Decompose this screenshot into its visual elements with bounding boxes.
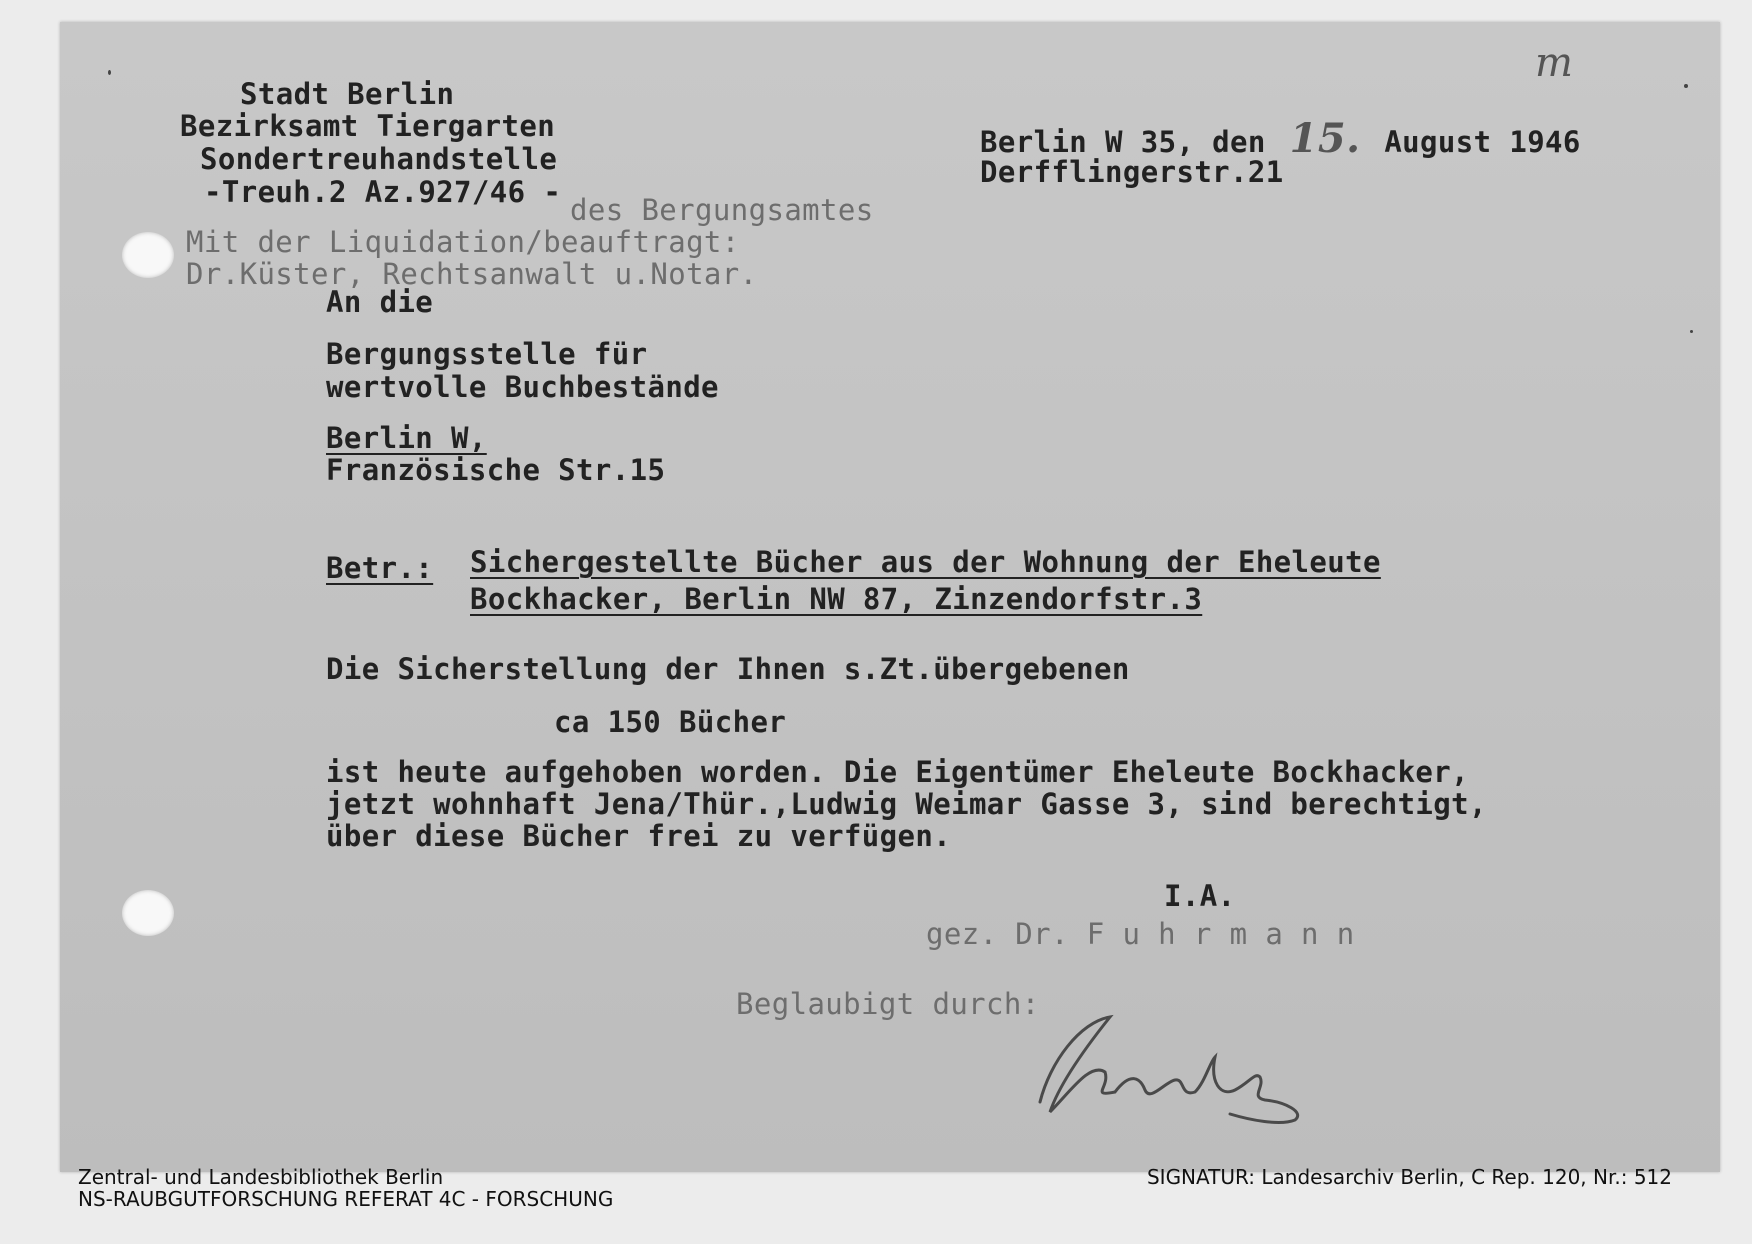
letterhead-line1: Stadt Berlin	[240, 77, 455, 111]
subject-line1: Sichergestellte Bücher aus der Wohnung der Eheleute	[470, 545, 1381, 579]
letterhead-line2: Bezirksamt Tiergarten	[180, 109, 556, 143]
body-intro: Die Sicherstellung der Ihnen s.Zt.übergebenen	[326, 652, 1130, 686]
place-text: Berlin W 35, den	[980, 125, 1266, 159]
body-item: ca 150 Bücher	[554, 705, 787, 739]
month-year: August 1946	[1384, 125, 1581, 159]
sender-street: Derfflingerstr.21	[980, 155, 1284, 189]
liquidation-stamp-line1: Mit der Liquidation/beauftragt:	[186, 225, 740, 259]
signature-certified: Beglaubigt durch:	[736, 987, 1040, 1021]
letterhead-line4: -Treuh.2 Az.927/46 -	[204, 175, 562, 209]
handwritten-day: 15.	[1289, 115, 1361, 162]
footer-left-line1: Zentral- und Landesbibliothek Berlin	[78, 1165, 444, 1189]
footer-right: SIGNATUR: Landesarchiv Berlin, C Rep. 120, Nr.: 512	[1146, 1165, 1672, 1189]
liquidation-stamp-line2: Dr.Küster, Rechtsanwalt u.Notar.	[186, 257, 758, 291]
recipient-salutation: An die	[326, 285, 434, 319]
speck	[1690, 330, 1693, 333]
signature-signed-by: gez. Dr. F u h r m a n n	[926, 917, 1355, 951]
punch-hole-bottom	[122, 890, 174, 936]
document-sheet	[60, 22, 1720, 1172]
subject-line2: Bockhacker, Berlin NW 87, Zinzendorfstr.3	[470, 582, 1203, 616]
body-line2: jetzt wohnhaft Jena/Thür.,Ludwig Weimar Gasse 3, sind berechtigt,	[326, 787, 1487, 821]
letterhead-addition: des Bergungsamtes	[570, 193, 874, 227]
letterhead-line3: Sondertreuhandstelle	[200, 142, 558, 176]
body-line1: ist heute aufgehoben worden. Die Eigentümer Eheleute Bockhacker,	[326, 755, 1470, 789]
recipient-name-line2: wertvolle Buchbestände	[326, 370, 719, 404]
recipient-street: Französische Str.15	[326, 453, 666, 487]
handwritten-signature	[1020, 1002, 1340, 1142]
speck	[108, 70, 111, 75]
speck	[1684, 84, 1688, 88]
body-line3: über diese Bücher frei zu verfügen.	[326, 819, 952, 853]
footer-left-line2: NS-RAUBGUTFORSCHUNG REFERAT 4C - FORSCHUNG	[78, 1187, 614, 1211]
place-line	[980, 115, 1581, 162]
recipient-city: Berlin W,	[326, 421, 487, 455]
punch-hole-top	[122, 232, 174, 278]
page-mark: m	[1535, 40, 1573, 86]
recipient-name-line1: Bergungsstelle für	[326, 337, 648, 371]
signature-ia: I.A.	[1164, 879, 1236, 913]
subject-label: Betr.:	[326, 551, 434, 585]
